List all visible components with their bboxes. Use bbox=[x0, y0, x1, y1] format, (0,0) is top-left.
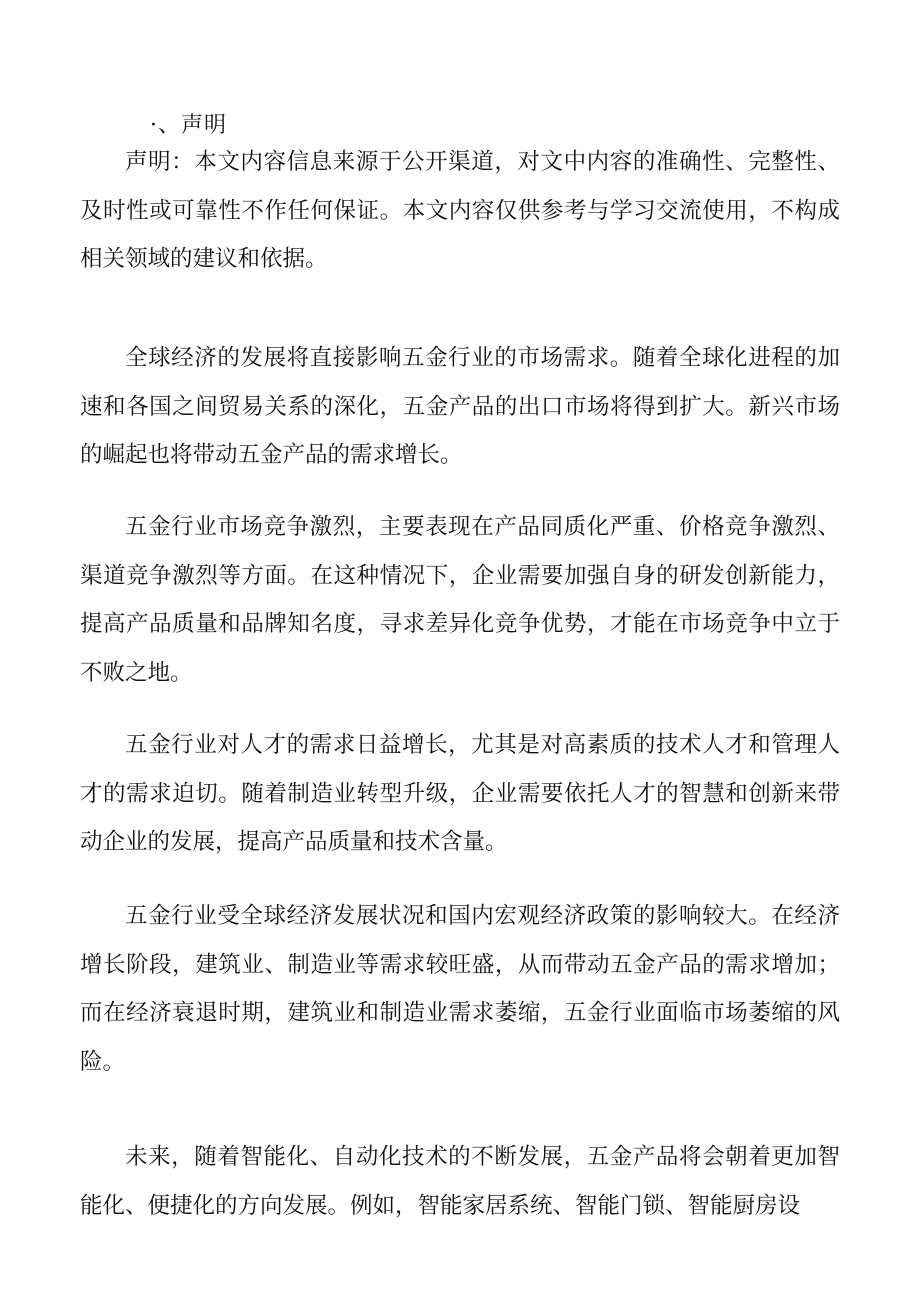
disclaimer-paragraph: 声明：本文内容信息来源于公开渠道，对文中内容的准确性、完整性、及时性或可靠性不作任何保证。本文内容仅供参考与学习交流使用，不构成相关领域的建议和依据。 bbox=[80, 149, 840, 272]
body-paragraph: 全球经济的发展将直接影响五金行业的市场需求。随着全球化进程的加速和各国之间贸易关系的深化，五金产品的出口市场将得到扩大。新兴市场的崛起也将带动五金产品的需求增长。 bbox=[80, 345, 840, 468]
section-heading: ·、声明 bbox=[150, 113, 227, 138]
body-paragraph: 五金行业受全球经济发展状况和国内宏观经济政策的影响较大。在经济增长阶段，建筑业、制造业等需求较旺盛，从而带动五金产品的需求增加；而在经济衰退时期，建筑业和制造业需求萎缩，五金行业面临市场萎缩的风险。 bbox=[80, 903, 840, 1075]
body-paragraph: 五金行业市场竞争激烈，主要表现在产品同质化严重、价格竞争激烈、渠道竞争激烈等方面。在这种情况下，企业需要加强自身的研发创新能力，提高产品质量和品牌知名度，寻求差异化竞争优势，才能在市场竞争中立于不败之地。 bbox=[80, 514, 840, 686]
body-paragraph: 未来，随着智能化、自动化技术的不断发展，五金产品将会朝着更加智能化、便捷化的方向发展。例如，智能家居系统、智能门锁、智能厨房设 bbox=[80, 1144, 840, 1219]
body-paragraph: 五金行业对人才的需求日益增长，尤其是对高素质的技术人才和管理人才的需求迫切。随着制造业转型升级，企业需要依托人才的智慧和创新来带动企业的发展，提高产品质量和技术含量。 bbox=[80, 732, 840, 855]
